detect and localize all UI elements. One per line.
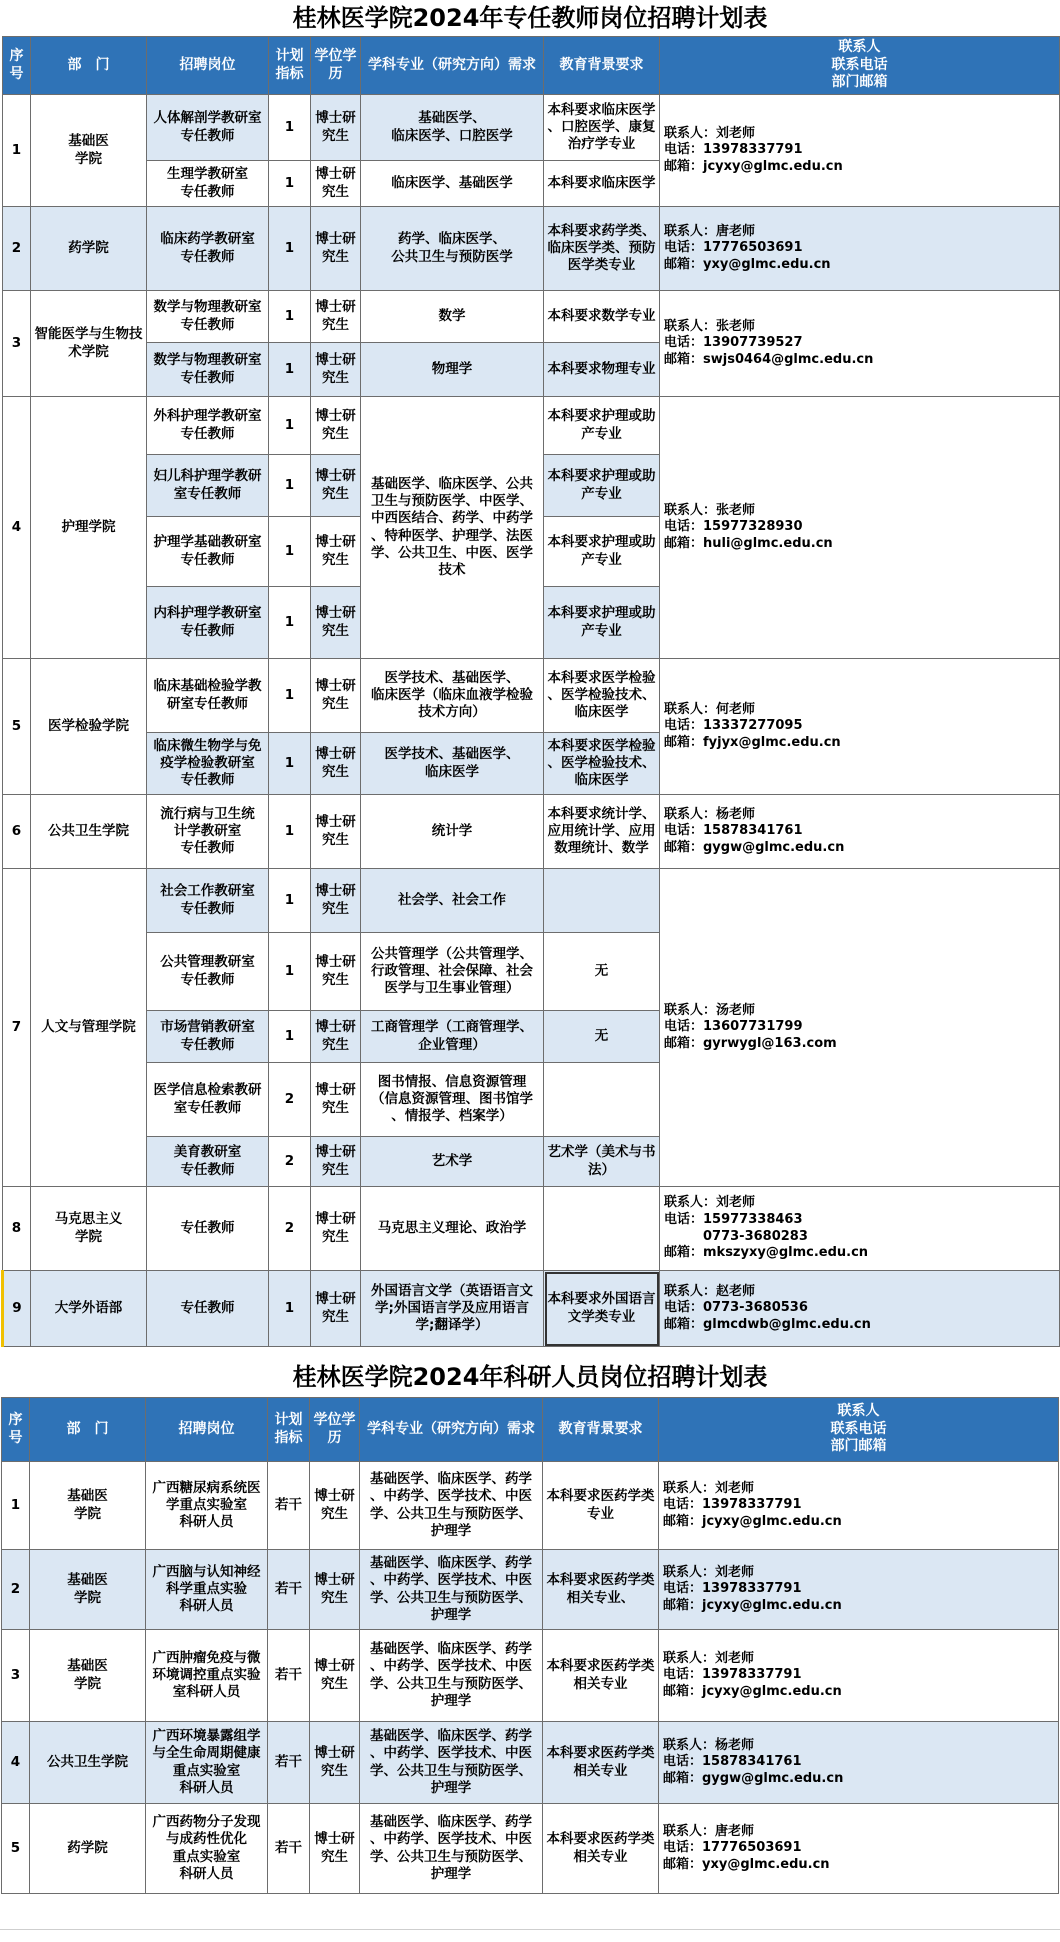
header-dept: 部 门 — [31, 37, 147, 95]
table-header-row — [3, 37, 1060, 95]
post-cell: 人体解剖学教研室 专任教师 — [147, 95, 269, 161]
degree-cell: 博士研 究生 — [311, 95, 361, 161]
contact-cell: 联系人：杨老师 电话：15878341761 邮箱：gygw@glmc.edu.cn — [660, 795, 1060, 869]
degree-cell: 博士研 究生 — [311, 795, 361, 869]
table-row — [2, 1630, 1059, 1722]
dept-cell: 智能医学与生物技 术学院 — [31, 291, 147, 397]
contact-cell: 联系人：刘老师 电话：13978337791 邮箱：jcyxy@glmc.edu.cn — [659, 1630, 1059, 1722]
row-no: 6 — [3, 795, 31, 869]
header-edu: 教育背景要求 — [543, 1398, 659, 1462]
degree-cell: 博士研 究生 — [311, 869, 361, 933]
edu-cell: 无 — [544, 933, 660, 1011]
contact-cell: 联系人：刘老师 电话：15977338463 0773-3680283 邮箱：mkszyxy@glmc.edu.cn — [660, 1187, 1060, 1271]
post-cell: 外科护理学教研室 专任教师 — [147, 397, 269, 455]
count-cell: 1 — [269, 659, 311, 733]
major-cell: 统计学 — [361, 795, 544, 869]
count-cell: 2 — [269, 1063, 311, 1137]
count-cell: 1 — [269, 455, 311, 517]
degree-cell: 博士研 究生 — [311, 517, 361, 587]
major-cell: 社会学、社会工作 — [361, 869, 544, 933]
count-cell: 1 — [269, 161, 311, 207]
degree-cell: 博士研 究生 — [310, 1550, 360, 1630]
post-cell: 妇儿科护理学教研 室专任教师 — [147, 455, 269, 517]
degree-cell: 博士研 究生 — [311, 1137, 361, 1187]
major-cell: 马克思主义理论、政治学 — [361, 1187, 544, 1271]
table-row — [3, 869, 1060, 933]
edu-cell: 本科要求护理或助 产专业 — [544, 517, 660, 587]
dept-cell: 药学院 — [31, 207, 147, 291]
table-row — [3, 291, 1060, 343]
edu-cell: 本科要求护理或助 产专业 — [544, 587, 660, 659]
contact-cell: 联系人：唐老师 电话：17776503691 邮箱：yxy@glmc.edu.cn — [659, 1804, 1059, 1894]
post-cell: 数学与物理教研室 专任教师 — [147, 343, 269, 397]
post-cell: 专任教师 — [147, 1187, 269, 1271]
edu-cell: 本科要求医学检验 、医学检验技术、 临床医学 — [544, 733, 660, 795]
row-no: 5 — [3, 659, 31, 795]
dept-cell: 马克思主义 学院 — [31, 1187, 147, 1271]
post-cell: 护理学基础教研室 专任教师 — [147, 517, 269, 587]
degree-cell: 博士研 究生 — [311, 1271, 361, 1347]
contact-cell: 联系人：赵老师 电话：0773-3680536 邮箱：glmcdwb@glmc.edu.cn — [660, 1271, 1060, 1347]
post-cell: 临床基础检验学教 研室专任教师 — [147, 659, 269, 733]
degree-cell: 博士研 究生 — [310, 1722, 360, 1804]
header-no: 序号 — [3, 37, 31, 95]
edu-cell — [544, 1063, 660, 1137]
dept-cell: 基础医 学院 — [30, 1630, 146, 1722]
edu-cell: 本科要求药学类、 临床医学类、预防 医学类专业 — [544, 207, 660, 291]
header-count: 计划指标 — [268, 1398, 310, 1462]
edu-cell: 本科要求护理或助 产专业 — [544, 397, 660, 455]
major-cell: 药学、临床医学、 公共卫生与预防医学 — [361, 207, 544, 291]
table-row — [3, 659, 1060, 733]
post-cell: 流行病与卫生统 计学教研室 专任教师 — [147, 795, 269, 869]
count-cell: 1 — [269, 869, 311, 933]
count-cell: 2 — [269, 1187, 311, 1271]
count-cell: 1 — [269, 95, 311, 161]
edu-cell: 本科要求外国语言 文学类专业 — [544, 1271, 660, 1347]
table-row — [3, 95, 1060, 161]
dept-cell: 护理学院 — [31, 397, 147, 659]
degree-cell: 博士研 究生 — [311, 1063, 361, 1137]
edu-cell: 本科要求数学专业 — [544, 291, 660, 343]
count-cell: 1 — [269, 587, 311, 659]
degree-cell: 博士研 究生 — [311, 933, 361, 1011]
edu-cell: 本科要求医药学类 相关专业 — [543, 1804, 659, 1894]
post-cell: 临床微生物学与免 疫学检验教研室 专任教师 — [147, 733, 269, 795]
contact-cell: 联系人：刘老师 电话：13978337791 邮箱：jcyxy@glmc.edu.cn — [660, 95, 1060, 207]
contact-cell: 联系人：汤老师 电话：13607731799 邮箱：gyrwygl@163.com — [660, 869, 1060, 1187]
major-cell: 基础医学、临床医学、公共 卫生与预防医学、中医学、 中西医结合、药学、中药学 、特种医学、护理学、法医 学、公共卫生、中医、医学 技术 — [361, 397, 544, 659]
post-cell: 数学与物理教研室 专任教师 — [147, 291, 269, 343]
row-no: 8 — [3, 1187, 31, 1271]
count-cell: 2 — [269, 1137, 311, 1187]
row-no: 3 — [2, 1630, 30, 1722]
major-cell: 基础医学、临床医学、药学 、中药学、医学技术、中医 学、公共卫生与预防医学、 护理学 — [360, 1722, 543, 1804]
dept-cell: 基础医 学院 — [30, 1462, 146, 1550]
contact-cell: 联系人：何老师 电话：13337277095 邮箱：fyjyx@glmc.edu.cn — [660, 659, 1060, 795]
dept-cell: 公共卫生学院 — [31, 795, 147, 869]
post-cell: 美育教研室 专任教师 — [147, 1137, 269, 1187]
major-cell: 基础医学、 临床医学、口腔医学 — [361, 95, 544, 161]
count-cell: 1 — [269, 733, 311, 795]
edu-cell: 本科要求医药学类 相关专业 — [543, 1630, 659, 1722]
count-cell: 1 — [269, 517, 311, 587]
row-no: 2 — [2, 1550, 30, 1630]
header-major: 学科专业（研究方向）需求 — [360, 1398, 543, 1462]
table-row — [2, 1804, 1059, 1894]
post-cell: 内科护理学教研室 专任教师 — [147, 587, 269, 659]
dept-cell: 大学外语部 — [31, 1271, 147, 1347]
post-cell: 生理学教研室 专任教师 — [147, 161, 269, 207]
degree-cell: 博士研 究生 — [311, 207, 361, 291]
row-no: 7 — [3, 869, 31, 1187]
major-cell: 工商管理学（工商管理学、 企业管理） — [361, 1011, 544, 1063]
major-cell: 医学技术、基础医学、 临床医学（临床血液学检验 技术方向） — [361, 659, 544, 733]
degree-cell: 博士研 究生 — [310, 1462, 360, 1550]
post-cell: 广西环境暴露组学 与全生命周期健康 重点实验室 科研人员 — [146, 1722, 268, 1804]
edu-cell: 本科要求临床医学 、口腔医学、康复 治疗学专业 — [544, 95, 660, 161]
degree-cell: 博士研 究生 — [310, 1630, 360, 1722]
header-no: 序号 — [2, 1398, 30, 1462]
post-cell: 广西脑与认知神经 科学重点实验 科研人员 — [146, 1550, 268, 1630]
degree-cell: 博士研 究生 — [311, 733, 361, 795]
contact-cell: 联系人：刘老师 电话：13978337791 邮箱：jcyxy@glmc.edu.cn — [659, 1462, 1059, 1550]
count-cell: 1 — [269, 207, 311, 291]
dept-cell: 基础医 学院 — [30, 1550, 146, 1630]
contact-cell: 联系人：张老师 电话：15977328930 邮箱：huli@glmc.edu.cn — [660, 397, 1060, 659]
degree-cell: 博士研 究生 — [311, 1011, 361, 1063]
degree-cell: 博士研 究生 — [311, 343, 361, 397]
edu-cell: 本科要求医药学类 相关专业、 — [543, 1550, 659, 1630]
header-degree: 学位学历 — [310, 1398, 360, 1462]
table-row — [2, 1462, 1059, 1550]
edu-cell: 本科要求物理专业 — [544, 343, 660, 397]
major-cell: 医学技术、基础医学、 临床医学 — [361, 733, 544, 795]
count-cell: 若干 — [268, 1630, 310, 1722]
count-cell: 1 — [269, 1271, 311, 1347]
page-bottom-divider — [0, 1929, 1060, 1942]
degree-cell: 博士研 究生 — [311, 161, 361, 207]
header-contact: 联系人 联系电话 部门邮箱 — [659, 1398, 1059, 1462]
header-count: 计划指标 — [269, 37, 311, 95]
edu-cell: 本科要求护理或助 产专业 — [544, 455, 660, 517]
header-post: 招聘岗位 — [146, 1398, 268, 1462]
row-no: 3 — [3, 291, 31, 397]
count-cell: 1 — [269, 795, 311, 869]
edu-cell: 本科要求统计学、 应用统计学、应用 数理统计、数学 — [544, 795, 660, 869]
count-cell: 1 — [269, 397, 311, 455]
post-cell: 医学信息检索教研 室专任教师 — [147, 1063, 269, 1137]
row-no: 4 — [3, 397, 31, 659]
row-no: 4 — [2, 1722, 30, 1804]
contact-cell: 联系人：刘老师 电话：13978337791 邮箱：jcyxy@glmc.edu.cn — [659, 1550, 1059, 1630]
header-contact: 联系人 联系电话 部门邮箱 — [660, 37, 1060, 95]
major-cell: 基础医学、临床医学、药学 、中药学、医学技术、中医 学、公共卫生与预防医学、 护理学 — [360, 1550, 543, 1630]
header-dept: 部 门 — [30, 1398, 146, 1462]
row-no: 9 — [3, 1271, 31, 1347]
teacher-recruitment-table — [1, 36, 1060, 1347]
degree-cell: 博士研 究生 — [311, 587, 361, 659]
dept-cell: 公共卫生学院 — [30, 1722, 146, 1804]
row-no: 5 — [2, 1804, 30, 1894]
post-cell: 临床药学教研室 专任教师 — [147, 207, 269, 291]
table-row — [3, 1271, 1060, 1347]
post-cell: 广西糖尿病系统医 学重点实验室 科研人员 — [146, 1462, 268, 1550]
post-cell: 广西肿瘤免疫与微 环境调控重点实验 室科研人员 — [146, 1630, 268, 1722]
header-post: 招聘岗位 — [147, 37, 269, 95]
degree-cell: 博士研 究生 — [310, 1804, 360, 1894]
edu-cell — [544, 1187, 660, 1271]
major-cell: 公共管理学（公共管理学、 行政管理、社会保障、社会 医学与卫生事业管理） — [361, 933, 544, 1011]
dept-cell: 人文与管理学院 — [31, 869, 147, 1187]
post-cell: 社会工作教研室 专任教师 — [147, 869, 269, 933]
dept-cell: 基础医 学院 — [31, 95, 147, 207]
count-cell: 若干 — [268, 1462, 310, 1550]
major-cell: 物理学 — [361, 343, 544, 397]
table-row — [2, 1550, 1059, 1630]
row-no: 2 — [3, 207, 31, 291]
table-row — [3, 795, 1060, 869]
edu-cell: 本科要求医药学类 专业 — [543, 1462, 659, 1550]
post-cell: 市场营销教研室 专任教师 — [147, 1011, 269, 1063]
major-cell: 基础医学、临床医学、药学 、中药学、医学技术、中医 学、公共卫生与预防医学、 护理学 — [360, 1462, 543, 1550]
edu-cell: 本科要求临床医学 — [544, 161, 660, 207]
table-row — [3, 207, 1060, 291]
count-cell: 1 — [269, 933, 311, 1011]
degree-cell: 博士研 究生 — [311, 291, 361, 343]
major-cell: 临床医学、基础医学 — [361, 161, 544, 207]
count-cell: 若干 — [268, 1804, 310, 1894]
major-cell: 艺术学 — [361, 1137, 544, 1187]
count-cell: 1 — [269, 343, 311, 397]
contact-cell: 联系人：张老师 电话：13907739527 邮箱：swjs0464@glmc.edu.cn — [660, 291, 1060, 397]
post-cell: 专任教师 — [147, 1271, 269, 1347]
count-cell: 1 — [269, 1011, 311, 1063]
major-cell: 外国语言文学（英语语言文 学;外国语言学及应用语言 学;翻译学） — [361, 1271, 544, 1347]
edu-cell: 本科要求医学检验 、医学检验技术、 临床医学 — [544, 659, 660, 733]
dept-cell: 医学检验学院 — [31, 659, 147, 795]
major-cell: 基础医学、临床医学、药学 、中药学、医学技术、中医 学、公共卫生与预防医学、 护理学 — [360, 1630, 543, 1722]
table-row — [3, 1187, 1060, 1271]
post-cell: 广西药物分子发现 与成药性优化 重点实验室 科研人员 — [146, 1804, 268, 1894]
edu-cell: 艺术学（美术与书 法） — [544, 1137, 660, 1187]
row-no: 1 — [3, 95, 31, 207]
major-cell: 基础医学、临床医学、药学 、中药学、医学技术、中医 学、公共卫生与预防医学、 护理学 — [360, 1804, 543, 1894]
dept-cell: 药学院 — [30, 1804, 146, 1894]
major-cell: 数学 — [361, 291, 544, 343]
degree-cell: 博士研 究生 — [311, 1187, 361, 1271]
teacher-table-title: 桂林医学院2024年专任教师岗位招聘计划表 — [292, 4, 768, 32]
count-cell: 1 — [269, 291, 311, 343]
count-cell: 若干 — [268, 1550, 310, 1630]
major-cell: 图书情报、信息资源管理 （信息资源管理、图书馆学 、情报学、档案学） — [361, 1063, 544, 1137]
table-header-row — [2, 1398, 1059, 1462]
contact-cell: 联系人：唐老师 电话：17776503691 邮箱：yxy@glmc.edu.cn — [660, 207, 1060, 291]
row-no: 1 — [2, 1462, 30, 1550]
header-degree: 学位学历 — [311, 37, 361, 95]
edu-cell — [544, 869, 660, 933]
header-major: 学科专业（研究方向）需求 — [361, 37, 544, 95]
edu-cell: 本科要求医药学类 相关专业 — [543, 1722, 659, 1804]
degree-cell: 博士研 究生 — [311, 455, 361, 517]
post-cell: 公共管理教研室 专任教师 — [147, 933, 269, 1011]
header-edu: 教育背景要求 — [544, 37, 660, 95]
degree-cell: 博士研 究生 — [311, 397, 361, 455]
degree-cell: 博士研 究生 — [311, 659, 361, 733]
count-cell: 若干 — [268, 1722, 310, 1804]
research-table-title: 桂林医学院2024年科研人员岗位招聘计划表 — [292, 1363, 768, 1391]
table-row — [3, 397, 1060, 455]
contact-cell: 联系人：杨老师 电话：15878341761 邮箱：gygw@glmc.edu.cn — [659, 1722, 1059, 1804]
table-row — [2, 1722, 1059, 1804]
research-recruitment-table — [1, 1397, 1059, 1894]
edu-cell: 无 — [544, 1011, 660, 1063]
